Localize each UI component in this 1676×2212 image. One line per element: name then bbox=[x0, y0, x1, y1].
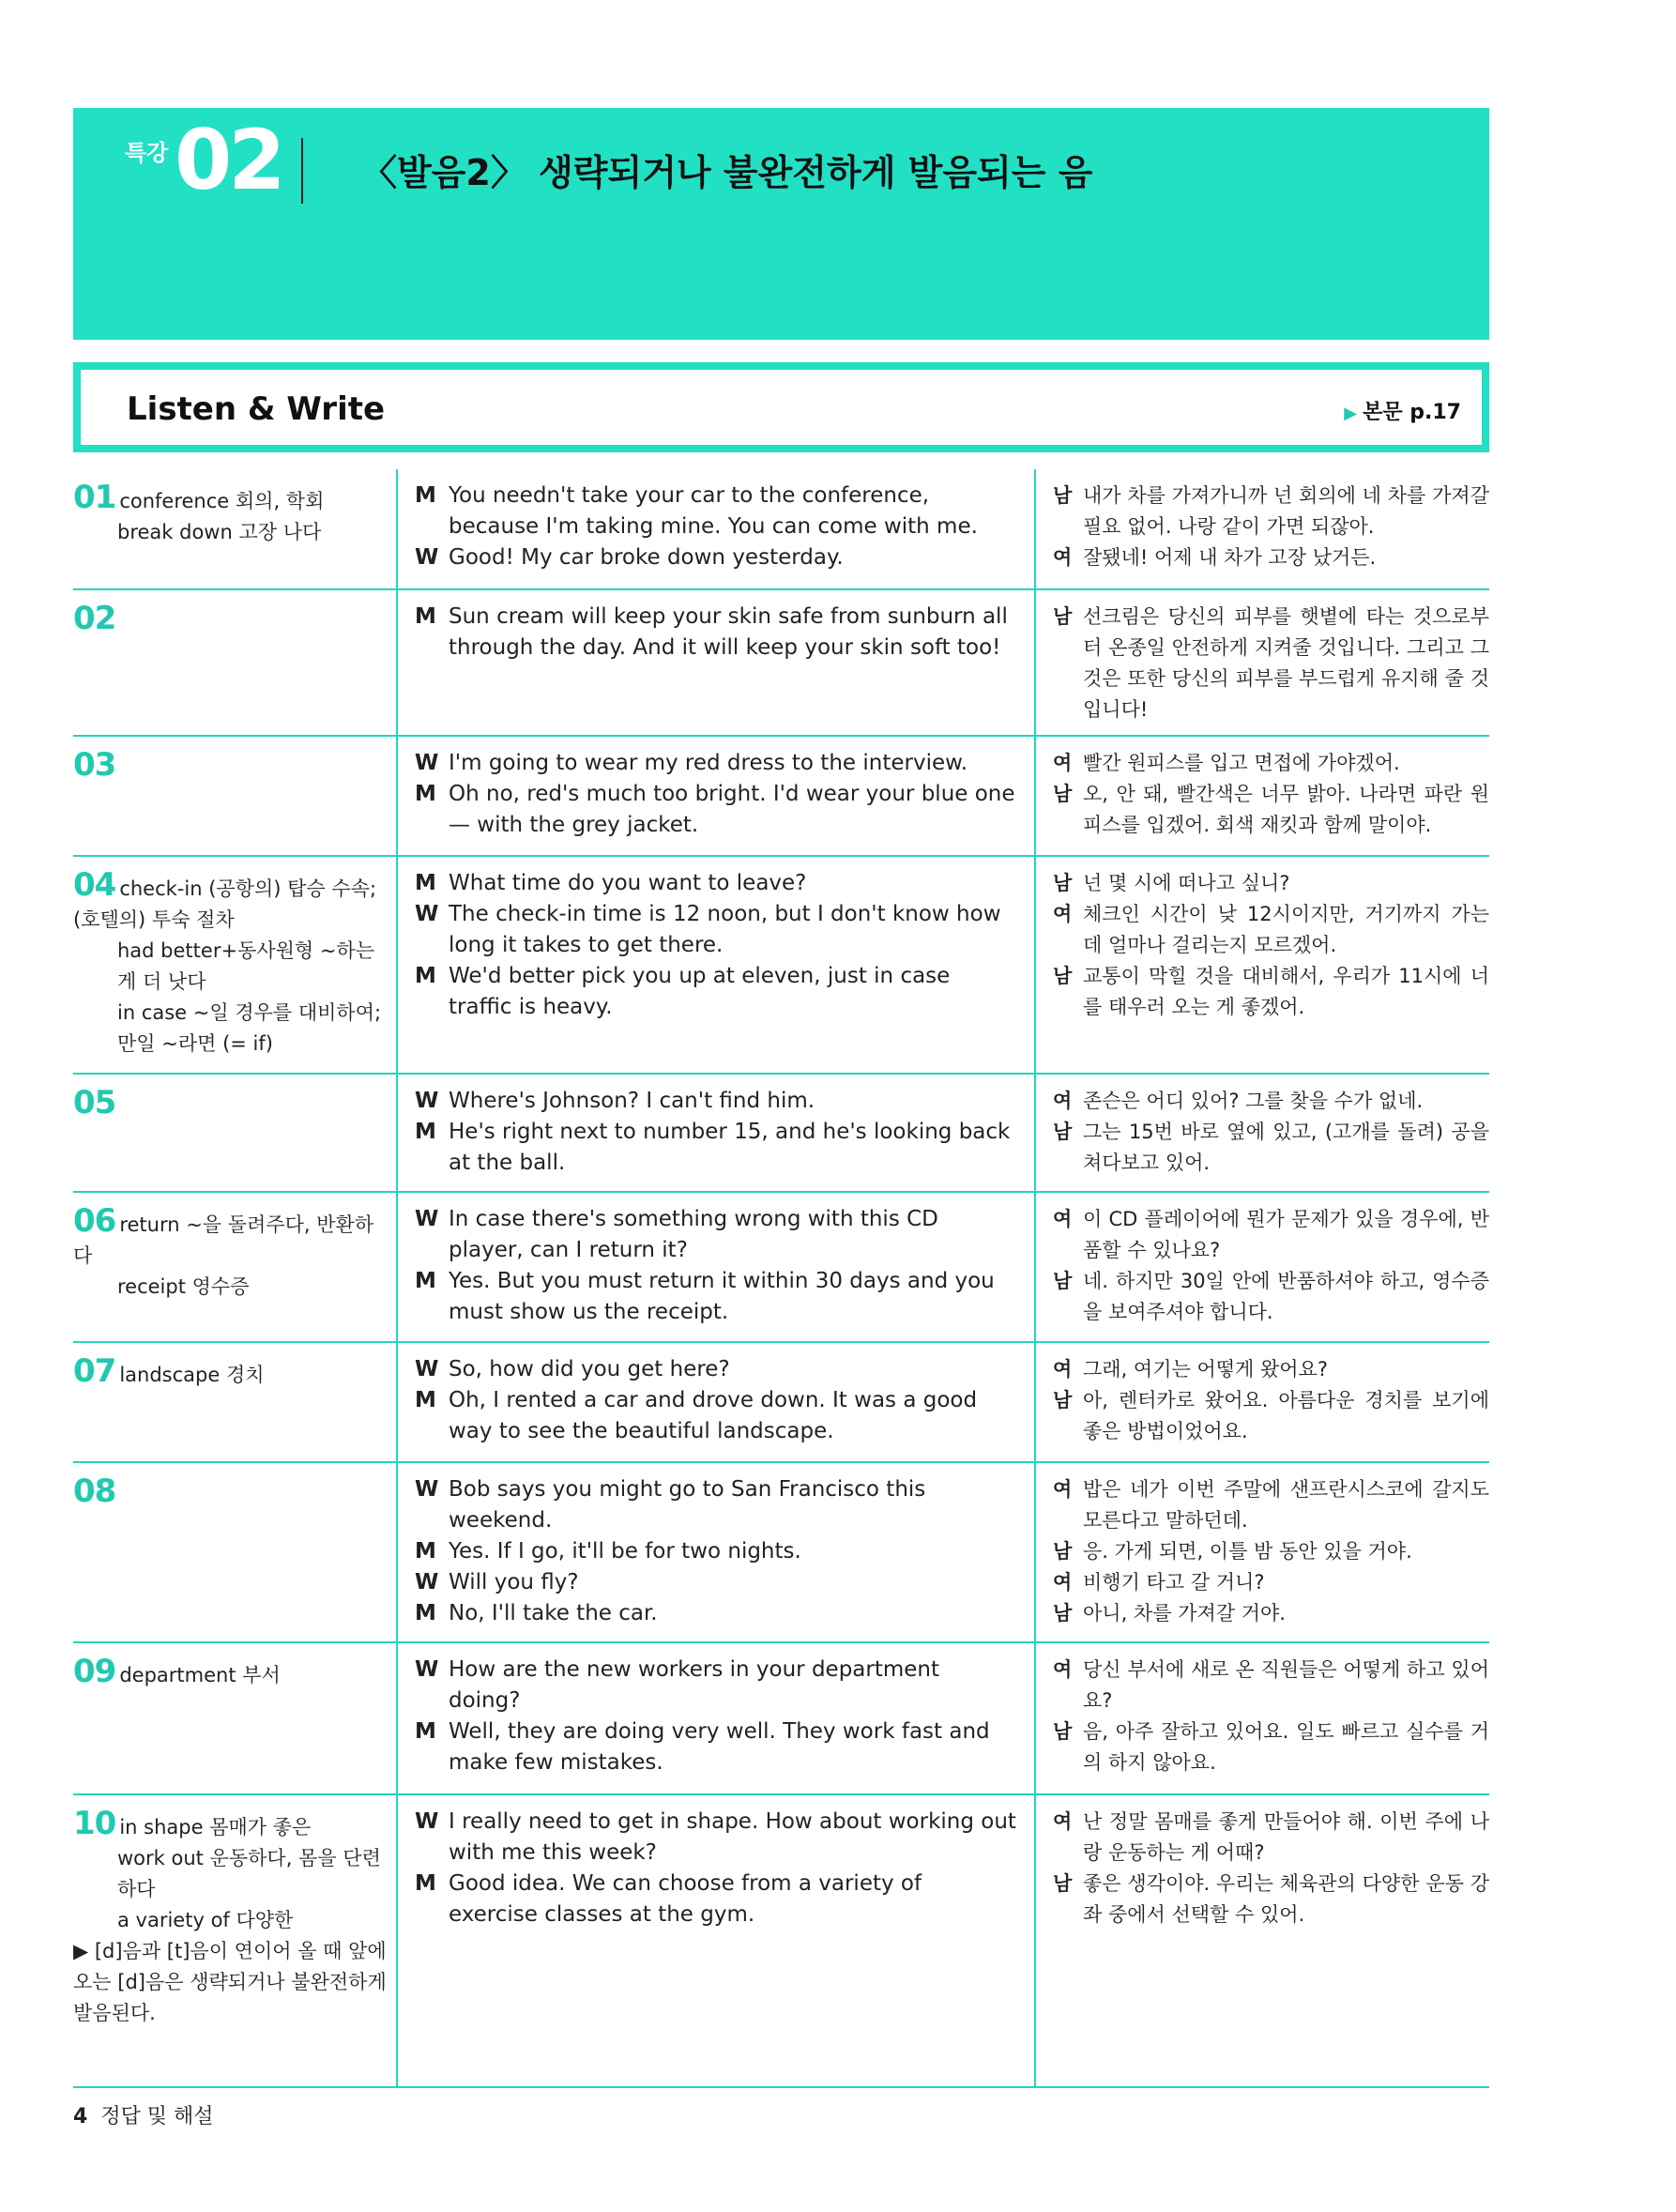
dialogue-line bbox=[415, 481, 1017, 542]
korean-translation bbox=[1036, 1643, 1489, 1788]
page-number: 4 bbox=[73, 2105, 88, 2128]
utterance-text: Bob says you might go to San Francisco this weekend. bbox=[449, 1477, 926, 1533]
english-cell bbox=[397, 1342, 1035, 1462]
dialogue-line bbox=[415, 961, 1017, 1023]
translation-line bbox=[1053, 779, 1489, 841]
translation-text: 그래, 여기는 어떻게 왔어요? bbox=[1083, 1358, 1328, 1381]
item-number: 08 bbox=[73, 1472, 116, 1510]
translation-text: 응. 가게 되면, 이틀 밤 동안 있을 거야. bbox=[1083, 1540, 1412, 1563]
speaker-label: 여 bbox=[1053, 903, 1073, 925]
english-dialogue bbox=[398, 1193, 1034, 1337]
speaker-label: M bbox=[415, 1539, 436, 1564]
utterance-text: Yes. But you must return it within 30 days and you must show us the receipt. bbox=[449, 1269, 995, 1324]
speaker-label: 남 bbox=[1053, 1602, 1073, 1625]
vocab-cell bbox=[73, 856, 397, 1074]
translation-text: 오, 안 돼, 빨간색은 너무 밝아. 나라면 파란 원피스를 입겠어. 회색 재킷과 함께 말이야. bbox=[1083, 783, 1489, 836]
korean-translation bbox=[1036, 469, 1489, 583]
english-cell bbox=[397, 1192, 1035, 1342]
speaker-label: W bbox=[415, 1477, 439, 1502]
speaker-label: 남 bbox=[1053, 1872, 1073, 1895]
speaker-label: 남 bbox=[1053, 1121, 1073, 1143]
speaker-label: W bbox=[415, 1357, 439, 1381]
vocab-entry: a variety of 다양한 bbox=[117, 1909, 294, 1931]
translation-text: 체크인 시간이 낮 12시이지만, 거기까지 가는 데 얼마나 걸리는지 모르겠어. bbox=[1083, 903, 1489, 956]
speaker-label: M bbox=[415, 483, 436, 508]
korean-cell bbox=[1035, 1794, 1489, 2087]
english-cell bbox=[397, 1462, 1035, 1642]
translation-text: 난 정말 몸매를 좋게 만들어야 해. 이번 주에 나랑 운동하는 게 어때? bbox=[1083, 1810, 1489, 1864]
translation-text: 교통이 막힐 것을 대비해서, 우리가 11시에 너를 태우러 오는 게 좋겠어. bbox=[1083, 965, 1489, 1018]
speaker-label: W bbox=[415, 1809, 439, 1834]
speaker-label: 남 bbox=[1053, 605, 1073, 628]
triangle-icon: ▶ bbox=[1344, 404, 1358, 423]
vocab-cell bbox=[73, 736, 397, 856]
vocab-cell-inner bbox=[73, 1463, 396, 1520]
section-banner bbox=[73, 362, 1489, 452]
translation-line bbox=[1053, 1536, 1489, 1567]
item-row bbox=[73, 736, 1489, 856]
item-number: 06 bbox=[73, 1202, 116, 1240]
listen-write-table bbox=[73, 469, 1489, 2088]
speaker-label: 여 bbox=[1053, 1571, 1073, 1594]
korean-translation bbox=[1036, 590, 1489, 735]
utterance-text: He's right next to number 15, and he's looking back at the ball. bbox=[449, 1120, 1011, 1175]
speaker-label: W bbox=[415, 902, 439, 926]
vocab-cell-inner bbox=[73, 1643, 396, 1701]
dialogue-line bbox=[415, 602, 1017, 664]
translation-text: 비행기 타고 갈 거니? bbox=[1083, 1571, 1265, 1594]
item-row bbox=[73, 1342, 1489, 1462]
dialogue-line bbox=[415, 1474, 1017, 1536]
vocab-entry: in case ~일 경우를 대비하여; 만일 ~라면 (= if) bbox=[117, 1001, 382, 1055]
english-dialogue bbox=[398, 1075, 1034, 1188]
item-number: 07 bbox=[73, 1352, 116, 1390]
translation-text: 밥은 네가 이번 주말에 샌프란시스코에 갈지도 모른다고 말하던데. bbox=[1083, 1478, 1489, 1532]
speaker-label: 남 bbox=[1053, 1389, 1073, 1411]
vocab-cell-inner bbox=[73, 1795, 396, 2038]
dialogue-line bbox=[415, 1567, 1017, 1598]
utterance-text: How are the new workers in your department doing? bbox=[449, 1657, 940, 1713]
speaker-label: W bbox=[415, 1570, 439, 1594]
english-dialogue bbox=[398, 1343, 1034, 1457]
korean-translation bbox=[1036, 857, 1489, 1032]
speaker-label: W bbox=[415, 1089, 439, 1113]
chapter-title: 〈발음2〉 생략되거나 불완전하게 발음되는 음 bbox=[361, 152, 1093, 193]
speaker-label: M bbox=[415, 1120, 436, 1144]
dialogue-line bbox=[415, 542, 1017, 573]
translation-line bbox=[1053, 1655, 1489, 1716]
utterance-text: In case there's something wrong with this CD player, can I return it? bbox=[449, 1207, 938, 1262]
translation-line bbox=[1053, 1354, 1489, 1385]
english-cell bbox=[397, 736, 1035, 856]
speaker-label: M bbox=[415, 871, 436, 895]
korean-translation bbox=[1036, 1193, 1489, 1337]
item-row bbox=[73, 1794, 1489, 2087]
header-divider bbox=[301, 138, 303, 204]
english-dialogue bbox=[398, 590, 1034, 673]
page-reference bbox=[1344, 396, 1461, 425]
korean-cell bbox=[1035, 856, 1489, 1074]
speaker-label: 남 bbox=[1053, 965, 1073, 987]
translation-line bbox=[1053, 899, 1489, 961]
dialogue-line bbox=[415, 1598, 1017, 1629]
utterance-text: I really need to get in shape. How about working out with me this week? bbox=[449, 1809, 1016, 1865]
speaker-label: 남 bbox=[1053, 872, 1073, 894]
english-cell bbox=[397, 1074, 1035, 1192]
translation-line bbox=[1053, 1567, 1489, 1598]
vocab-entry: receipt 영수증 bbox=[117, 1275, 250, 1298]
korean-cell bbox=[1035, 1462, 1489, 1642]
translation-line bbox=[1053, 748, 1489, 779]
translation-line bbox=[1053, 1086, 1489, 1117]
vocab-cell-inner bbox=[73, 857, 396, 1069]
translation-line bbox=[1053, 602, 1489, 725]
utterance-text: Good idea. We can choose from a variety of exercise classes at the gym. bbox=[449, 1871, 922, 1927]
dialogue-line bbox=[415, 1266, 1017, 1328]
dialogue-line bbox=[415, 1086, 1017, 1117]
item-number: 05 bbox=[73, 1084, 116, 1121]
utterance-text: The check-in time is 12 noon, but I don't know how long it takes to get there. bbox=[449, 902, 1001, 957]
speaker-label: M bbox=[415, 1388, 436, 1412]
english-cell bbox=[397, 1642, 1035, 1794]
pronunciation-note: ▶ [d]음과 [t]음이 연이어 올 때 앞에 오는 [d]음은 생략되거나 불완전하게 발음된다. bbox=[73, 1940, 387, 2024]
dialogue-line bbox=[415, 1117, 1017, 1179]
translation-line bbox=[1053, 868, 1489, 899]
page-footer bbox=[73, 2100, 214, 2129]
vocab-entry: in shape 몸매가 좋은 bbox=[119, 1816, 312, 1838]
chapter-header bbox=[73, 108, 1489, 340]
dialogue-line bbox=[415, 1655, 1017, 1716]
utterance-text: Where's Johnson? I can't find him. bbox=[449, 1089, 815, 1113]
footer-label: 정답 및 해설 bbox=[100, 2105, 214, 2128]
translation-line bbox=[1053, 961, 1489, 1023]
dialogue-line bbox=[415, 1204, 1017, 1266]
translation-text: 내가 차를 가져가니까 넌 회의에 네 차를 가져갈 필요 없어. 나랑 같이 가면 되잖아. bbox=[1083, 484, 1489, 538]
utterance-text: I'm going to wear my red dress to the interview. bbox=[449, 751, 968, 775]
chapter-tag: 특강 bbox=[125, 140, 169, 166]
item-number: 02 bbox=[73, 600, 116, 637]
vocab-entry: conference 회의, 학회 bbox=[119, 490, 325, 512]
korean-translation bbox=[1036, 737, 1489, 850]
speaker-label: 여 bbox=[1053, 546, 1073, 569]
vocab-cell-inner bbox=[73, 1193, 396, 1312]
dialogue-line bbox=[415, 1536, 1017, 1567]
translation-text: 좋은 생각이야. 우리는 체육관의 다양한 운동 강좌 중에서 선택할 수 있어. bbox=[1083, 1872, 1489, 1926]
utterance-text: So, how did you get here? bbox=[449, 1357, 730, 1381]
item-number: 04 bbox=[73, 866, 116, 904]
english-dialogue bbox=[398, 857, 1034, 1032]
vocab-cell-inner bbox=[73, 737, 396, 794]
speaker-label: 여 bbox=[1053, 1478, 1073, 1501]
dialogue-line bbox=[415, 1807, 1017, 1869]
english-dialogue bbox=[398, 469, 1034, 583]
vocab-cell bbox=[73, 1074, 397, 1192]
vocab-cell-inner bbox=[73, 469, 396, 557]
english-dialogue bbox=[398, 1795, 1034, 1940]
translation-line bbox=[1053, 1385, 1489, 1447]
speaker-label: 남 bbox=[1053, 1270, 1073, 1292]
translation-text: 아, 렌터카로 왔어요. 아름다운 경치를 보기에 좋은 방법이었어요. bbox=[1083, 1389, 1489, 1442]
item-rows bbox=[73, 469, 1489, 2087]
translation-text: 음, 아주 잘하고 있어요. 일도 빠르고 실수를 거의 하지 않아요. bbox=[1083, 1720, 1489, 1774]
translation-line bbox=[1053, 1869, 1489, 1930]
translation-text: 넌 몇 시에 떠나고 싶니? bbox=[1083, 872, 1290, 894]
speaker-label: 남 bbox=[1053, 484, 1073, 507]
translation-line bbox=[1053, 481, 1489, 542]
translation-text: 존슨은 어디 있어? 그를 찾을 수가 없네. bbox=[1083, 1090, 1424, 1112]
speaker-label: W bbox=[415, 545, 439, 570]
speaker-label: W bbox=[415, 751, 439, 775]
english-dialogue bbox=[398, 1643, 1034, 1788]
chapter-number: 02 bbox=[175, 112, 282, 208]
vocab-entry: return ~을 돌려주다, 반환하다 bbox=[73, 1213, 374, 1267]
dialogue-line bbox=[415, 1354, 1017, 1385]
vocab-entry: had better+동사원형 ~하는 게 더 낫다 bbox=[117, 939, 375, 993]
speaker-label: 남 bbox=[1053, 1720, 1073, 1743]
item-row bbox=[73, 589, 1489, 736]
speaker-label: M bbox=[415, 1601, 436, 1625]
translation-text: 그는 15번 바로 옆에 있고, (고개를 돌려) 공을 쳐다보고 있어. bbox=[1083, 1121, 1489, 1174]
translation-text: 이 CD 플레이어에 뭔가 문제가 있을 경우에, 반품할 수 있나요? bbox=[1083, 1208, 1489, 1261]
vocab-cell-inner bbox=[73, 1075, 396, 1132]
translation-line bbox=[1053, 1266, 1489, 1328]
dialogue-line bbox=[415, 868, 1017, 899]
utterance-text: Oh no, red's much too bright. I'd wear your blue one — with the grey jacket. bbox=[449, 782, 1015, 837]
speaker-label: 여 bbox=[1053, 1658, 1073, 1681]
speaker-label: 여 bbox=[1053, 1358, 1073, 1381]
dialogue-line bbox=[415, 1869, 1017, 1930]
vocab-entry: department 부서 bbox=[119, 1664, 281, 1686]
speaker-label: M bbox=[415, 604, 436, 629]
korean-translation bbox=[1036, 1463, 1489, 1639]
translation-line bbox=[1053, 1807, 1489, 1869]
english-dialogue bbox=[398, 1463, 1034, 1639]
translation-text: 아니, 차를 가져갈 거야. bbox=[1083, 1602, 1286, 1625]
utterance-text: Yes. If I go, it'll be for two nights. bbox=[449, 1539, 801, 1564]
vocab-cell bbox=[73, 469, 397, 589]
dialogue-line bbox=[415, 748, 1017, 779]
translation-line bbox=[1053, 1117, 1489, 1179]
speaker-label: W bbox=[415, 1657, 439, 1682]
korean-cell bbox=[1035, 589, 1489, 736]
english-dialogue bbox=[398, 737, 1034, 850]
korean-cell bbox=[1035, 1342, 1489, 1462]
utterance-text: Will you fly? bbox=[449, 1570, 579, 1594]
utterance-text: We'd better pick you up at eleven, just in case traffic is heavy. bbox=[449, 964, 951, 1019]
item-number: 03 bbox=[73, 746, 116, 784]
translation-line bbox=[1053, 1716, 1489, 1778]
speaker-label: W bbox=[415, 1207, 439, 1231]
item-number: 01 bbox=[73, 479, 116, 516]
vocab-cell-inner bbox=[73, 1343, 396, 1400]
korean-cell bbox=[1035, 1642, 1489, 1794]
speaker-label: 여 bbox=[1053, 1090, 1073, 1112]
korean-cell bbox=[1035, 736, 1489, 856]
utterance-text: No, I'll take the car. bbox=[449, 1601, 658, 1625]
page-reference-text: 본문 p.17 bbox=[1363, 401, 1461, 424]
vocab-entry: break down 고장 나다 bbox=[117, 521, 322, 543]
korean-translation bbox=[1036, 1343, 1489, 1457]
dialogue-line bbox=[415, 1716, 1017, 1778]
translation-line bbox=[1053, 542, 1489, 573]
translation-line bbox=[1053, 1474, 1489, 1536]
vocab-cell bbox=[73, 589, 397, 736]
vocab-cell bbox=[73, 1462, 397, 1642]
utterance-text: Sun cream will keep your skin safe from sunburn all through the day. And it will keep your skin soft too! bbox=[449, 604, 1008, 660]
translation-text: 빨간 원피스를 입고 면접에 가야겠어. bbox=[1083, 752, 1400, 774]
dialogue-line bbox=[415, 1385, 1017, 1447]
korean-cell bbox=[1035, 1074, 1489, 1192]
item-row bbox=[73, 1462, 1489, 1642]
translation-text: 당신 부서에 새로 온 직원들은 어떻게 하고 있어요? bbox=[1083, 1658, 1489, 1712]
speaker-label: 남 bbox=[1053, 783, 1073, 805]
vocab-entry: landscape 경치 bbox=[119, 1364, 265, 1386]
translation-text: 잘됐네! 어제 내 차가 고장 났거든. bbox=[1083, 546, 1377, 569]
speaker-label: 여 bbox=[1053, 1208, 1073, 1230]
vocab-cell bbox=[73, 1642, 397, 1794]
korean-cell bbox=[1035, 469, 1489, 589]
vocab-cell-inner bbox=[73, 590, 396, 648]
speaker-label: M bbox=[415, 1871, 436, 1896]
utterance-text: You needn't take your car to the conference, because I'm taking mine. You can come with me. bbox=[449, 483, 978, 539]
korean-translation bbox=[1036, 1075, 1489, 1188]
translation-line bbox=[1053, 1598, 1489, 1629]
speaker-label: M bbox=[415, 782, 436, 806]
utterance-text: Good! My car broke down yesterday. bbox=[449, 545, 844, 570]
item-number: 09 bbox=[73, 1653, 116, 1690]
section-title: Listen & Write bbox=[127, 390, 386, 428]
speaker-label: 여 bbox=[1053, 752, 1073, 774]
korean-cell bbox=[1035, 1192, 1489, 1342]
vocab-cell bbox=[73, 1342, 397, 1462]
dialogue-line bbox=[415, 899, 1017, 961]
english-cell bbox=[397, 469, 1035, 589]
vocab-cell bbox=[73, 1794, 397, 2087]
vocab-cell bbox=[73, 1192, 397, 1342]
english-cell bbox=[397, 1794, 1035, 2087]
utterance-text: Well, they are doing very well. They work fast and make few mistakes. bbox=[449, 1719, 990, 1775]
speaker-label: 남 bbox=[1053, 1540, 1073, 1563]
vocab-entry: check-in (공항의) 탑승 수속; (호텔의) 투숙 절차 bbox=[73, 877, 377, 931]
translation-line bbox=[1053, 1204, 1489, 1266]
item-row bbox=[73, 1642, 1489, 1794]
speaker-label: M bbox=[415, 1719, 436, 1744]
section-banner-inner bbox=[81, 370, 1482, 445]
item-row bbox=[73, 1192, 1489, 1342]
item-row bbox=[73, 1074, 1489, 1192]
dialogue-line bbox=[415, 779, 1017, 841]
english-cell bbox=[397, 589, 1035, 736]
translation-text: 선크림은 당신의 피부를 햇볕에 타는 것으로부터 온종일 안전하게 지켜줄 것입니다. 그리고 그것은 또한 당신의 피부를 부드럽게 유지해 줄 것입니다! bbox=[1083, 605, 1489, 721]
utterance-text: What time do you want to leave? bbox=[449, 871, 807, 895]
speaker-label: 여 bbox=[1053, 1810, 1073, 1833]
english-cell bbox=[397, 856, 1035, 1074]
speaker-label: M bbox=[415, 964, 436, 988]
translation-text: 네. 하지만 30일 안에 반품하셔야 하고, 영수증을 보여주셔야 합니다. bbox=[1083, 1270, 1489, 1323]
item-row bbox=[73, 469, 1489, 589]
item-number: 10 bbox=[73, 1805, 116, 1842]
utterance-text: Oh, I rented a car and drove down. It was a good way to see the beautiful landscape. bbox=[449, 1388, 978, 1443]
item-row bbox=[73, 856, 1489, 1074]
speaker-label: M bbox=[415, 1269, 436, 1293]
vocab-entry: work out 운동하다, 몸을 단련하다 bbox=[117, 1847, 381, 1900]
korean-translation bbox=[1036, 1795, 1489, 1940]
